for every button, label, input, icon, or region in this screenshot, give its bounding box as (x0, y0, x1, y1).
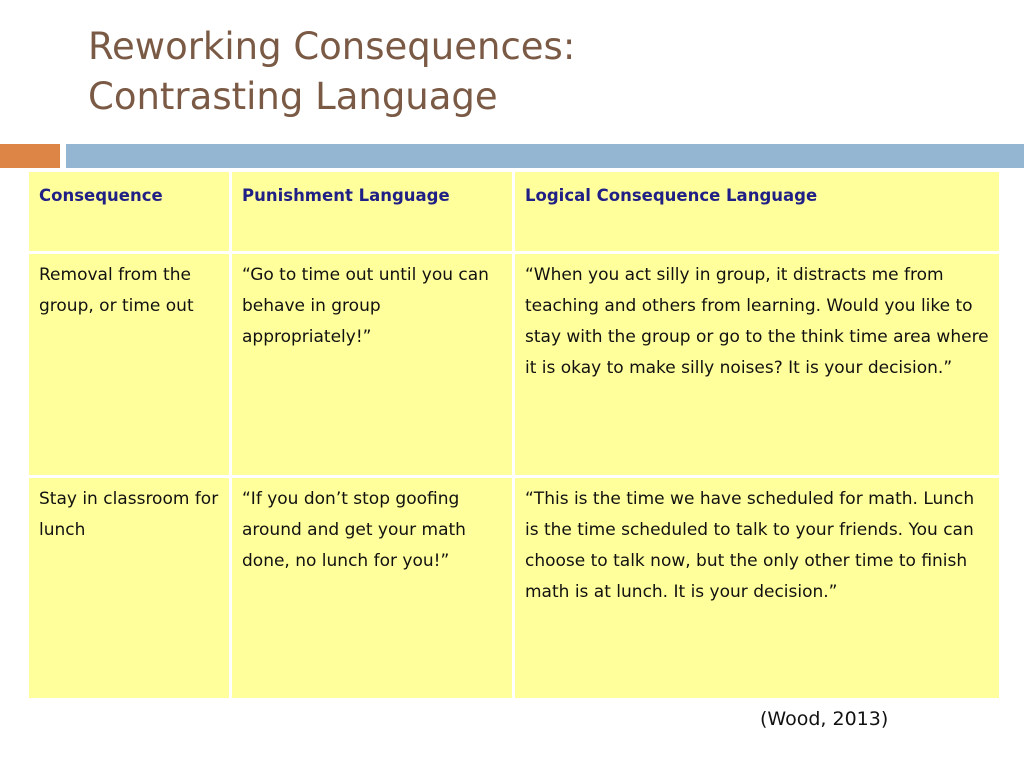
accent-bar-blue (66, 144, 1024, 168)
cell-logical-consequence-language: “When you act silly in group, it distracts me from teaching and others from learning. Would you like to stay with the group or go to the think time area where it is okay to make silly noises? It is your decision.” (514, 253, 1001, 477)
citation: (Wood, 2013) (760, 708, 889, 730)
header-logical-consequence-language: Logical Consequence Language (514, 171, 1001, 253)
table-header-row (28, 171, 1001, 253)
header-consequence: Consequence (28, 171, 231, 253)
cell-consequence: Stay in classroom for lunch (28, 477, 231, 700)
cell-punishment-language: “Go to time out until you can behave in group appropriately!” (231, 253, 514, 477)
cell-consequence: Removal from the group, or time out (28, 253, 231, 477)
accent-bar-orange (0, 144, 60, 168)
cell-logical-consequence-language: “This is the time we have scheduled for math. Lunch is the time scheduled to talk to your friends. You can choose to talk now, but the only other time to finish math is at lunch. It is your decision.” (514, 477, 1001, 700)
header-punishment-language: Punishment Language (231, 171, 514, 253)
slide-title (88, 22, 575, 122)
cell-punishment-language: “If you don’t stop goofing around and get your math done, no lunch for you!” (231, 477, 514, 700)
table-row (28, 253, 1001, 477)
consequence-table (26, 169, 1002, 701)
table-row (28, 477, 1001, 700)
slide-title-line-2: Contrasting Language (88, 75, 498, 118)
slide-title-line-1: Reworking Consequences: (88, 25, 576, 68)
